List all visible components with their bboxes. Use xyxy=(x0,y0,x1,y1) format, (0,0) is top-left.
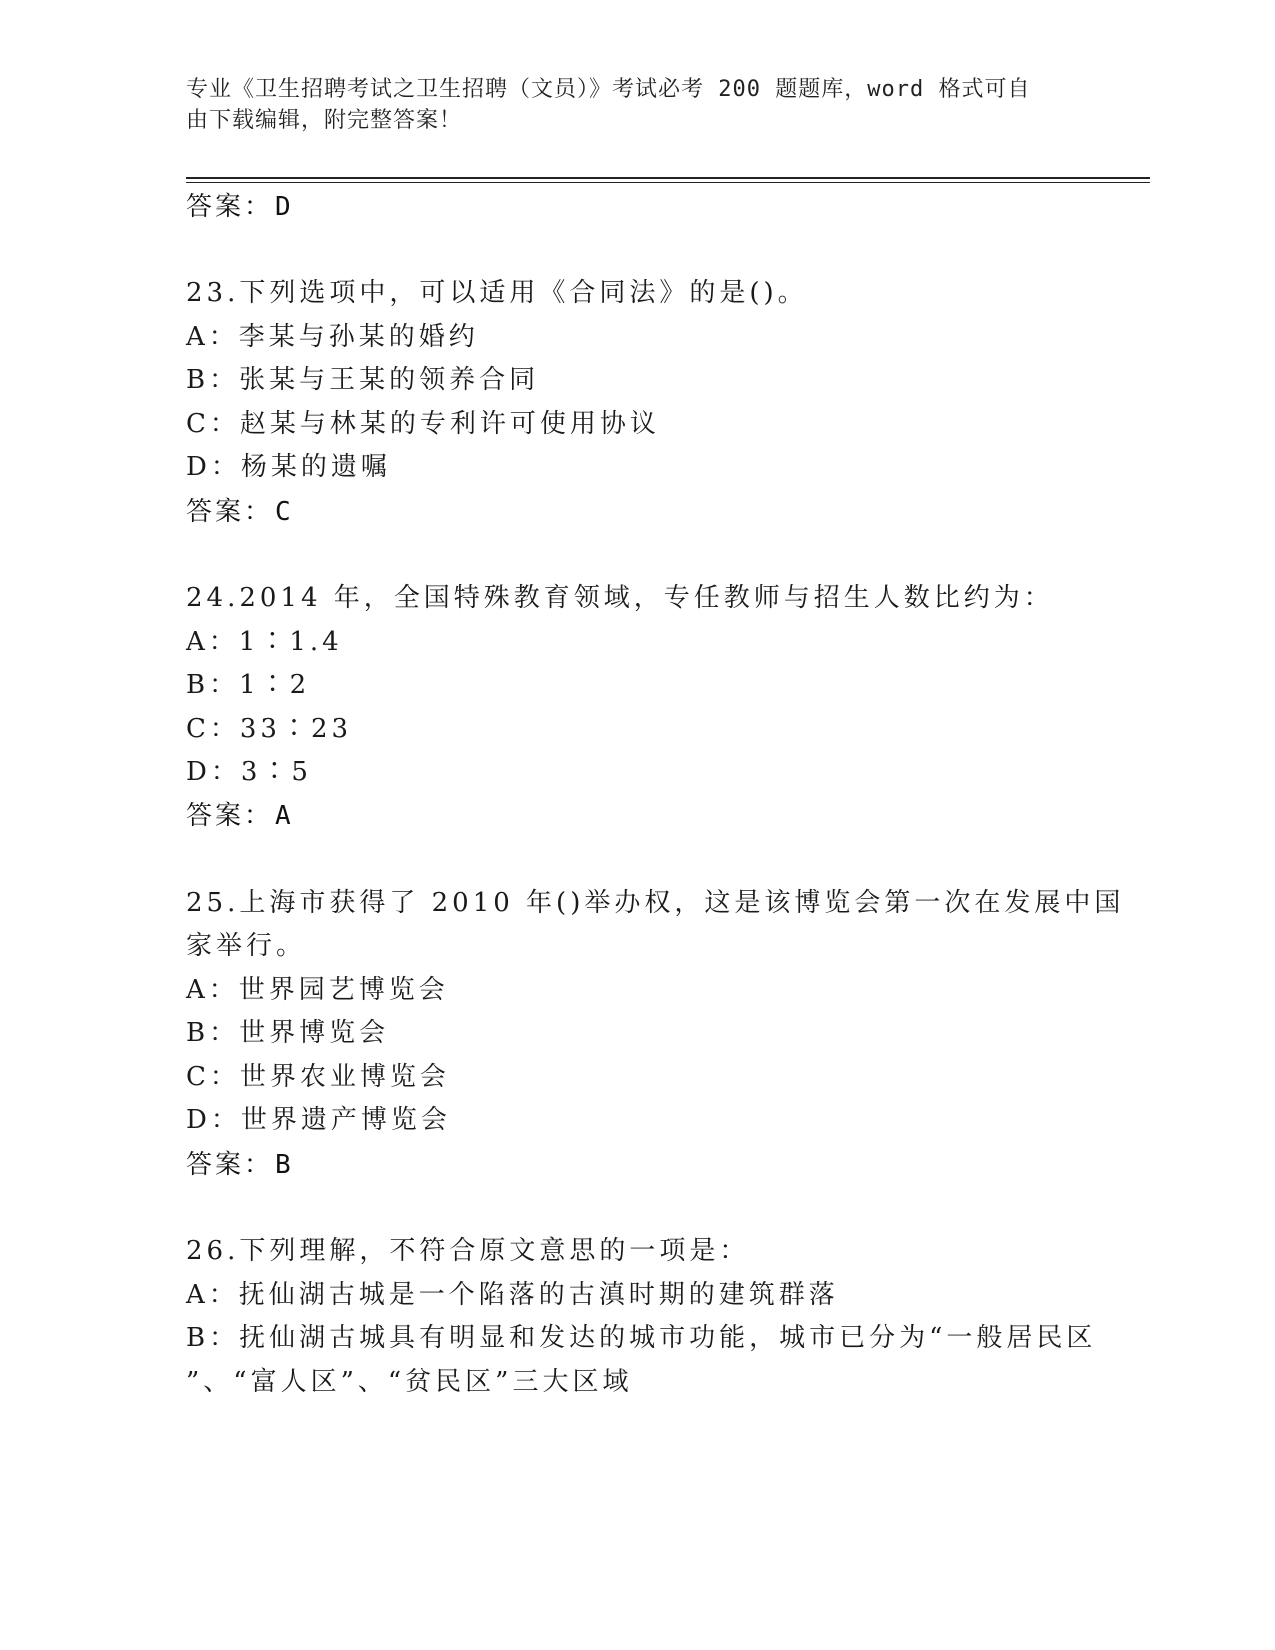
option-b: B：1∶2 xyxy=(186,670,311,700)
previous-answer xyxy=(186,186,293,223)
option-b: B：世界博览会 xyxy=(186,1018,390,1048)
option-b-continued: ”、“富人区”、“贫民区”三大区域 xyxy=(186,1367,633,1397)
option-b: B：抚仙湖古城具有明显和发达的城市功能，城市已分为“一般居民区 xyxy=(186,1323,1097,1353)
question-stem: 26.下列理解，不符合原文意思的一项是： xyxy=(186,1236,750,1266)
option-c: C：世界农业博览会 xyxy=(186,1062,450,1092)
option-a: A：1∶1.4 xyxy=(186,627,343,657)
option-b: B：张某与王某的领养合同 xyxy=(186,365,540,395)
option-a: A：李某与孙某的婚约 xyxy=(186,322,479,352)
answer-letter: C xyxy=(275,497,293,527)
answer-label: 答案： xyxy=(186,497,274,527)
question-stem: 25.上海市获得了 2010 年()举办权，这是该博览会第一次在发展中国 xyxy=(186,888,1125,918)
question-stem: 23.下列选项中，可以适用《合同法》的是()。 xyxy=(186,278,808,308)
document-header xyxy=(186,74,1066,136)
option-d: D：3∶5 xyxy=(186,757,312,787)
answer-label: 答案： xyxy=(186,192,274,222)
header-divider-thin xyxy=(186,182,1150,183)
question-answer xyxy=(186,491,293,528)
option-a: A：抚仙湖古城是一个陷落的古滇时期的建筑群落 xyxy=(186,1280,839,1310)
option-d: D：世界遗产博览会 xyxy=(186,1105,451,1135)
option-c: C：赵某与林某的专利许可使用协议 xyxy=(186,409,660,439)
header-divider xyxy=(186,177,1150,179)
header-line-1: 专业《卫生招聘考试之卫生招聘（文员）》考试必考 200 题题库，word 格式可自 xyxy=(186,77,1031,102)
answer-letter: B xyxy=(275,1150,293,1180)
option-a: A：世界园艺博览会 xyxy=(186,975,449,1005)
option-d: D：杨某的遗嘱 xyxy=(186,452,391,482)
answer-letter: D xyxy=(275,192,293,222)
option-c: C：33∶23 xyxy=(186,714,353,744)
answer-letter: A xyxy=(275,801,293,831)
answer-label: 答案： xyxy=(186,801,274,831)
question-answer xyxy=(186,1144,293,1181)
header-line-2: 由下载编辑，附完整答案！ xyxy=(186,108,463,133)
question-stem: 24.2014 年，全国特殊教育领域，专任教师与招生人数比约为： xyxy=(186,583,1054,613)
question-stem-continued: 家举行。 xyxy=(186,931,307,961)
question-answer xyxy=(186,795,293,832)
answer-label: 答案： xyxy=(186,1150,274,1180)
